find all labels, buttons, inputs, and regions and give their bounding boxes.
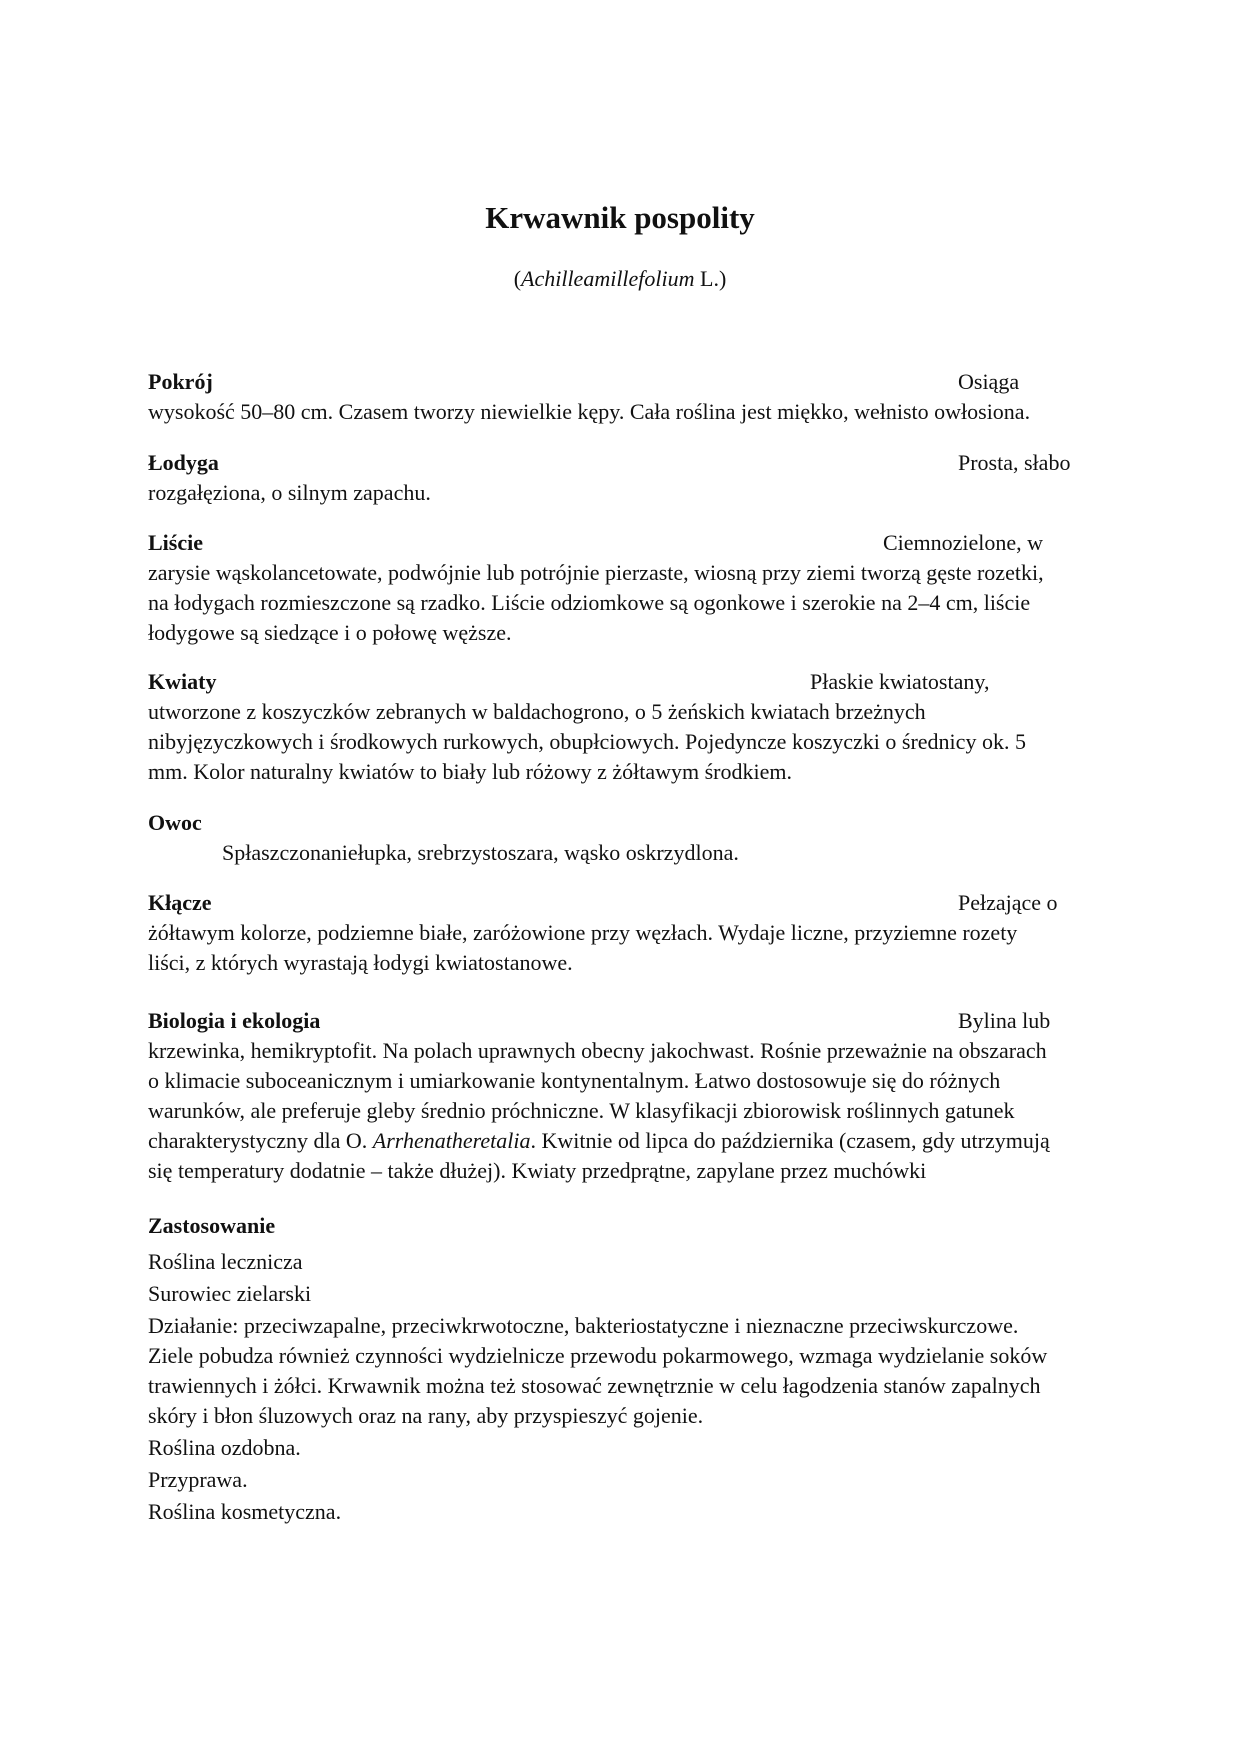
text-line: liści, z których wyrastają łodygi kwiatostanowe. (148, 950, 573, 975)
latin-name: Achilleamillefolium (521, 266, 695, 291)
list-item: Działanie: przeciwzapalne, przeciwkrwotoczne, bakteriostatyczne i nieznaczne przeciwskurczowe. (148, 1313, 1019, 1338)
text-line: Ziele pobudza również czynności wydzielnicze przewodu pokarmowego, wzmaga wydzielanie soków (148, 1343, 1048, 1368)
text-line: na łodygach rozmieszczone są rzadko. Liście odziomkowe są ogonkowe i szerokie na 2–4 cm, liście (148, 590, 1031, 615)
text-line: Spłaszczonaniełupka, srebrzystoszara, wąsko oskrzydlona. (222, 840, 739, 865)
subtitle-author: L.) (694, 266, 727, 291)
list-item: Przyprawa. (148, 1467, 248, 1492)
text-line: rozgałęziona, o silnym zapachu. (148, 480, 431, 505)
text-fragment: . Kwitnie od lipca do października (czasem, gdy utrzymują (530, 1128, 1050, 1153)
heading-biologia: Biologia i ekologia (148, 1008, 321, 1033)
heading-zastosowanie: Zastosowanie (148, 1213, 276, 1238)
lead-biologia: Bylina lub (958, 1008, 1051, 1033)
heading-owoc: Owoc (148, 810, 202, 835)
order-name: Arrhenatheretalia (372, 1128, 531, 1153)
text-line: o klimacie suboceanicznym i umiarkowanie kontynentalnym. Łatwo dostosowuje się do różnych (148, 1068, 1001, 1093)
section-lodyga (148, 448, 1088, 508)
text-line: żółtawym kolorze, podziemne białe, zaróżowione przy węzłach. Wydaje liczne, przyziemne rozety (148, 920, 1018, 945)
list-item: Surowiec zielarski (148, 1281, 312, 1306)
lead-klacze: Pełzające o (958, 890, 1058, 915)
heading-kwiaty: Kwiaty (148, 669, 217, 694)
section-pokroj (148, 367, 1088, 427)
section-klacze (148, 888, 1088, 978)
text-line: zarysie wąskolancetowate, podwójnie lub potrójnie pierzaste, wiosną przy ziemi tworzą gęste rozetki, (148, 560, 1044, 585)
text-line: utworzone z koszyczków zebranych w baldachogrono, o 5 żeńskich kwiatach brzeżnych (148, 699, 926, 724)
lead-kwiaty: Płaskie kwiatostany, (810, 669, 990, 694)
text-line: łodygowe są siedzące i o połowę węższe. (148, 620, 512, 645)
section-liscie (148, 528, 1088, 648)
list-item: Roślina kosmetyczna. (148, 1499, 342, 1524)
text-line (148, 1126, 1088, 1156)
lead-liscie: Ciemnozielone, w (883, 530, 1044, 555)
text-fragment: charakterystyczny dla O. (148, 1128, 373, 1153)
section-owoc (148, 808, 1088, 868)
section-zastosowanie (148, 1211, 1088, 1527)
text-line: skóry i błon śluzowych oraz na rany, aby przyspieszyć gojenie. (148, 1403, 704, 1428)
section-biologia (148, 1006, 1088, 1186)
lead-lodyga: Prosta, słabo (958, 450, 1071, 475)
text-line: trawiennych i żółci. Krwawnik można też stosować zewnętrznie w celu łagodzenia stanów zapalnych (148, 1373, 1041, 1398)
list-item: Roślina ozdobna. (148, 1435, 301, 1460)
text-line: warunków, ale preferuje gleby średnio próchniczne. W klasyfikacji zbiorowisk roślinnych gatunek (148, 1098, 1015, 1123)
heading-klacze: Kłącze (148, 890, 212, 915)
lead-pokroj: Osiąga (958, 369, 1020, 394)
heading-pokroj: Pokrój (148, 369, 213, 394)
heading-lodyga: Łodyga (148, 450, 219, 475)
latin-name-subtitle (0, 266, 1240, 292)
text-line: mm. Kolor naturalny kwiatów to biały lub różowy z żółtawym środkiem. (148, 759, 792, 784)
page-title: Krwawnik pospolity (485, 200, 755, 235)
heading-liscie: Liście (148, 530, 203, 555)
text-line: się temperatury dodatnie – także dłużej). Kwiaty przedprątne, zapylane przez muchówki (148, 1158, 927, 1183)
subtitle-open: ( (513, 266, 522, 291)
section-kwiaty (148, 667, 1088, 787)
text-line: nibyjęzyczkowych i środkowych rurkowych, obupłciowych. Pojedyncze koszyczki o średnicy ok. 5 (148, 729, 1026, 754)
text-line: krzewinka, hemikryptofit. Na polach uprawnych obecny jakochwast. Rośnie przeważnie na obszarach (148, 1038, 1047, 1063)
text-line: wysokość 50–80 cm. Czasem tworzy niewielkie kępy. Cała roślina jest miękko, wełnisto owłosiona. (148, 399, 1031, 424)
list-item: Roślina lecznicza (148, 1249, 303, 1274)
